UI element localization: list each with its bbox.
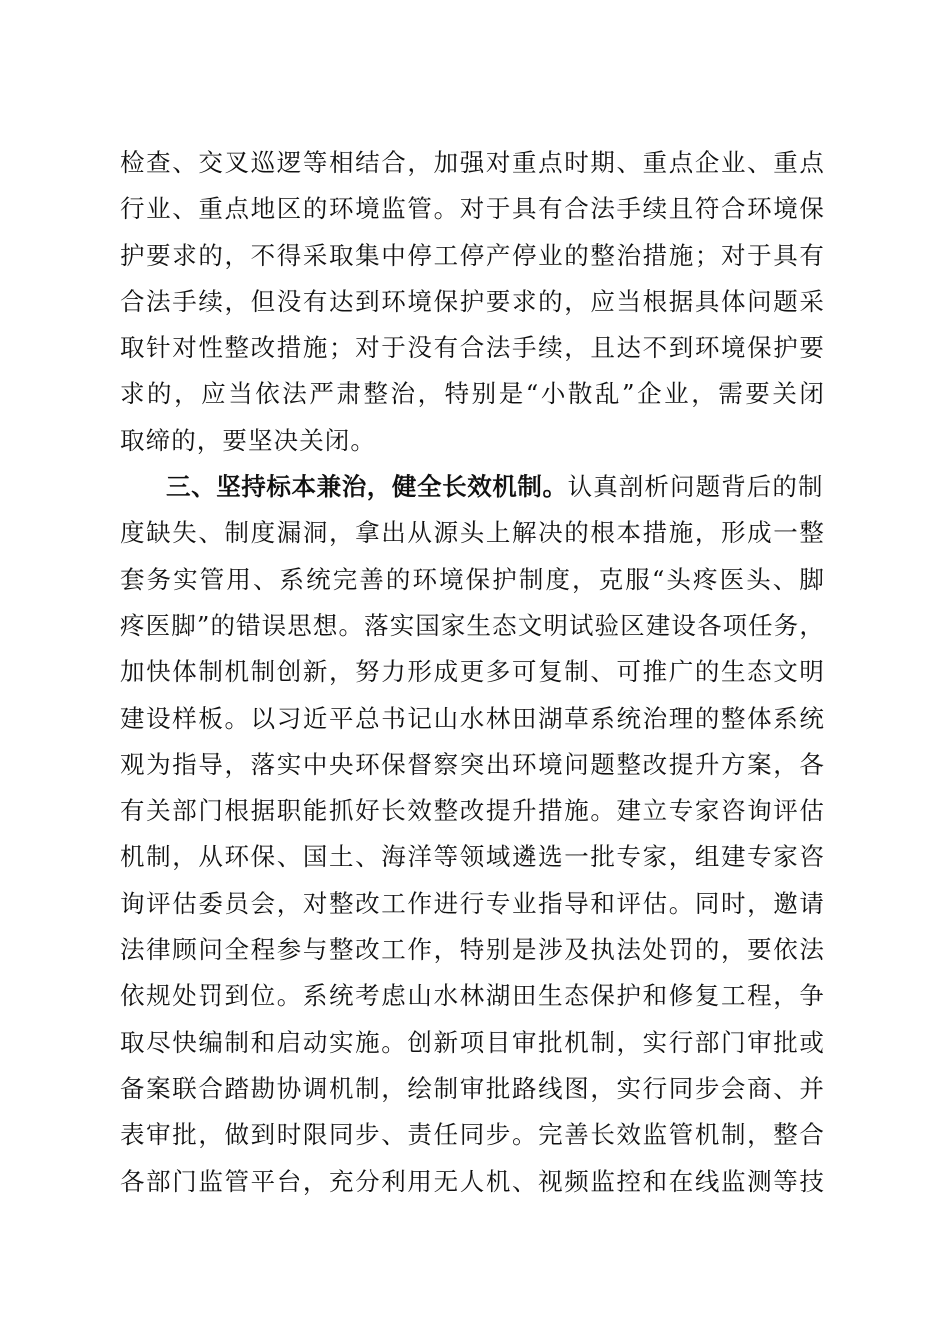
- text-line: 取尽快编制和启动实施。创新项目审批机制，实行部门审批或: [120, 1027, 825, 1057]
- text-line: 观为指导，落实中央环保督察突出环境问题整改提升方案，各: [120, 749, 825, 779]
- text-line: 询评估委员会，对整改工作进行专业指导和评估。同时，邀请: [120, 888, 825, 918]
- text-line: 机制，从环保、国土、海洋等领域遴选一批专家，组建专家咨: [120, 842, 825, 872]
- text-line: 加快体制机制创新，努力形成更多可复制、可推广的生态文明: [120, 657, 825, 687]
- paragraph-1: [120, 140, 825, 464]
- heading-line-continuation: 认真剖析问题背后的制: [567, 472, 824, 502]
- text-line: 合法手续，但没有达到环境保护要求的，应当根据具体问题采: [120, 286, 825, 316]
- text-line: 备案联合踏勘协调机制，绘制审批路线图，实行同步会商、并: [120, 1073, 825, 1103]
- document-body: [120, 140, 825, 1205]
- section-heading-line: [120, 464, 825, 510]
- text-line: 依规处罚到位。系统考虑山水林湖田生态保护和修复工程，争: [120, 981, 825, 1011]
- text-line: 护要求的，不得采取集中停工停产停业的整治措施；对于具有: [120, 240, 825, 270]
- text-line: 疼医脚”的错误思想。落实国家生态文明试验区建设各项任务，: [120, 610, 825, 640]
- section-heading: 三、坚持标本兼治，健全长效机制。: [166, 472, 568, 502]
- text-line: 求的，应当依法严肃整治，特别是“小散乱”企业，需要关闭: [120, 379, 825, 409]
- section-3-paragraph: [120, 464, 825, 1205]
- text-line: 行业、重点地区的环境监管。对于具有合法手续且符合环境保: [120, 194, 825, 224]
- text-line: 取缔的，要坚决关闭。: [120, 425, 376, 455]
- text-line: 各部门监管平台，充分利用无人机、视频监控和在线监测等技: [120, 1166, 825, 1196]
- text-line: 建设样板。以习近平总书记山水林田湖草系统治理的整体系统: [120, 703, 825, 733]
- text-line: 法律顾问全程参与整改工作，特别是涉及执法处罚的，要依法: [120, 935, 825, 965]
- text-line: 检查、交叉巡逻等相结合，加强对重点时期、重点企业、重点: [120, 148, 825, 177]
- text-line: 取针对性整改措施；对于没有合法手续，且达不到环境保护要: [120, 333, 825, 363]
- text-line: 表审批，做到时限同步、责任同步。完善长效监管机制，整合: [120, 1120, 825, 1150]
- text-line: 有关部门根据职能抓好长效整改提升措施。建立专家咨询评估: [120, 796, 825, 826]
- text-line: 度缺失、制度漏洞，拿出从源头上解决的根本措施，形成一整: [120, 518, 825, 548]
- text-line: 套务实管用、系统完善的环境保护制度，克服“头疼医头、脚: [120, 564, 825, 594]
